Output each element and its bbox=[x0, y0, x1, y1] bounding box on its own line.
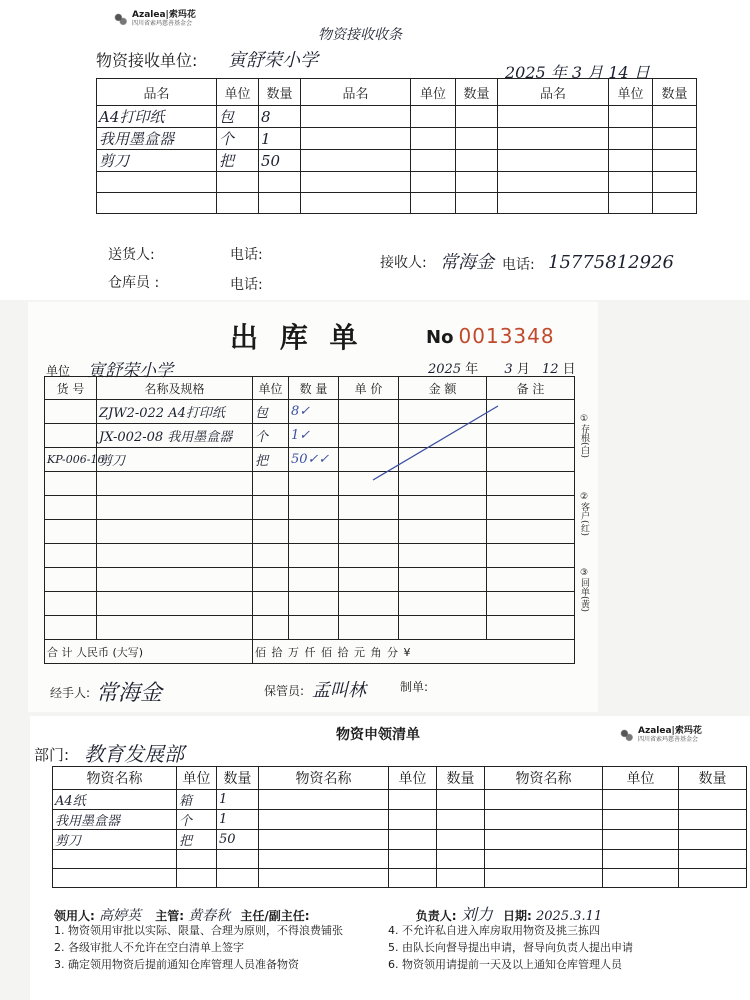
col-header: 数量 bbox=[259, 79, 301, 106]
col-header: 金 额 bbox=[399, 377, 487, 400]
col-header: 名称及规格 bbox=[97, 377, 253, 400]
serial-label: No bbox=[426, 327, 454, 348]
item-name-spec: ZJW2-022 A4打印纸 bbox=[97, 400, 253, 424]
item-unit: 个 bbox=[217, 128, 259, 150]
date-year-label: 年 bbox=[465, 362, 479, 377]
item-code bbox=[45, 400, 97, 424]
date-day-label: 日 bbox=[562, 362, 576, 377]
note-item: 4. 不允许私自进入库房取用物资及挑三拣四 bbox=[388, 924, 600, 937]
table-row bbox=[97, 193, 697, 214]
copy-yellow-label: ③回单(黄) bbox=[579, 568, 589, 613]
azalea-flower-icon bbox=[618, 727, 634, 743]
handler-label: 经手人: bbox=[50, 686, 91, 700]
receiver-signature: 常海金 bbox=[440, 252, 494, 273]
requisition-table bbox=[52, 766, 747, 888]
receiver-signature: 高婷英 bbox=[99, 908, 141, 924]
item-unit: 包 bbox=[253, 400, 289, 424]
director-label: 主任/副主任: bbox=[240, 909, 310, 923]
table-row bbox=[97, 172, 697, 193]
total-units: 佰 拾 万 仟 佰 拾 元 角 分 ¥ bbox=[253, 640, 575, 664]
dept-value: 教育发展部 bbox=[84, 742, 184, 766]
outbound-title: 出 库 单 bbox=[230, 321, 364, 354]
receipt-title: 物资接收收条 bbox=[318, 27, 402, 43]
col-header: 品名 bbox=[97, 79, 217, 106]
requisition-title: 物资申领清单 bbox=[336, 727, 420, 743]
logo-subtitle: 四川省索玛慈善基金会 bbox=[132, 20, 193, 27]
col-header: 单位 bbox=[217, 79, 259, 106]
table-row bbox=[97, 128, 697, 150]
col-header: 数量 bbox=[679, 767, 747, 790]
item-name: A4打印纸 bbox=[97, 106, 217, 128]
outbound-header-row bbox=[45, 377, 575, 400]
copy-white-label: ①存根(白) bbox=[579, 414, 589, 459]
item-name: 我用墨盒器 bbox=[53, 810, 177, 830]
date-year: 2025 bbox=[428, 362, 462, 377]
keeper-label: 保管员: bbox=[264, 684, 305, 698]
note-item: 2. 各级审批人不允许在空白清单上签字 bbox=[54, 941, 244, 954]
col-header: 品名 bbox=[301, 79, 411, 106]
col-header: 单 价 bbox=[339, 377, 399, 400]
item-name: 剪刀 bbox=[53, 830, 177, 850]
item-qty: 50 bbox=[259, 150, 301, 172]
col-header: 单位 bbox=[603, 767, 679, 790]
sender-phone-label: 电话: bbox=[230, 247, 263, 263]
item-qty: 1✓ bbox=[289, 424, 339, 448]
col-header: 货 号 bbox=[45, 377, 97, 400]
col-header: 备 注 bbox=[487, 377, 575, 400]
outbound-unit-label: 单位 bbox=[46, 364, 71, 378]
table-row bbox=[45, 496, 575, 520]
item-qty: 1 bbox=[217, 810, 259, 830]
azalea-flower-icon bbox=[112, 11, 128, 27]
note-item: 3. 确定领用物资后提前通知仓库管理人员准备物资 bbox=[54, 958, 299, 971]
logo-name: Azalea|索玛花 bbox=[132, 10, 196, 20]
date-value: 2025.3.11 bbox=[535, 909, 603, 924]
col-header: 品名 bbox=[498, 79, 609, 106]
owner-signature: 刘力 bbox=[460, 905, 493, 924]
outbound-unit-value: 寅舒荣小学 bbox=[88, 361, 173, 381]
col-header: 单位 bbox=[609, 79, 653, 106]
note-item: 5. 由队长向督导提出申请，督导向负责人提出申请 bbox=[388, 941, 633, 954]
table-row bbox=[53, 869, 747, 888]
total-row bbox=[45, 640, 575, 664]
tick-strokes bbox=[368, 402, 508, 482]
item-unit: 包 bbox=[217, 106, 259, 128]
receiver-phone-label: 电话: bbox=[502, 257, 535, 273]
supervisor-signature: 黄春秋 bbox=[188, 908, 231, 924]
table-row bbox=[45, 520, 575, 544]
requisition-header-row bbox=[53, 767, 747, 790]
dept-label: 部门: bbox=[34, 746, 70, 764]
table-row bbox=[53, 830, 747, 850]
receipt-logo bbox=[112, 10, 196, 27]
date-label: 日期: bbox=[502, 909, 532, 923]
notes-left bbox=[54, 922, 343, 973]
item-unit: 箱 bbox=[177, 790, 217, 810]
outbound-sheet bbox=[28, 302, 598, 712]
date-month: 3 bbox=[504, 362, 513, 377]
item-name: A4纸 bbox=[53, 790, 177, 810]
owner-label: 负责人: bbox=[415, 909, 457, 923]
warehouse-label: 仓库员 : bbox=[108, 275, 160, 291]
col-header: 物资名称 bbox=[485, 767, 603, 790]
receipt-sheet bbox=[0, 0, 750, 300]
note-item: 1. 物资领用审批以实际、限量、合理为原则，不得浪费铺张 bbox=[54, 924, 343, 937]
item-qty: 8✓ bbox=[289, 400, 339, 424]
item-name-spec: JX-002-08 我用墨盒器 bbox=[97, 424, 253, 448]
receiver-label: 领用人: bbox=[54, 909, 95, 923]
serial-value: 0013348 bbox=[458, 324, 555, 348]
logo-name: Azalea|索玛花 bbox=[638, 726, 702, 736]
item-qty: 1 bbox=[259, 128, 301, 150]
receipt-unit-label: 物资接收单位: bbox=[96, 51, 198, 70]
table-row bbox=[53, 790, 747, 810]
col-header: 单位 bbox=[177, 767, 217, 790]
receipt-table bbox=[96, 78, 697, 214]
serial-number bbox=[426, 324, 555, 348]
item-name-spec: 剪刀 bbox=[97, 448, 253, 472]
item-unit: 个 bbox=[177, 810, 217, 830]
table-row bbox=[45, 544, 575, 568]
keeper-signature: 孟叫林 bbox=[312, 680, 366, 701]
receiver-label: 接收人: bbox=[380, 255, 427, 271]
date-month-label: 月 bbox=[516, 362, 530, 377]
requisition-sheet bbox=[30, 716, 750, 1000]
col-header: 物资名称 bbox=[259, 767, 389, 790]
table-row bbox=[97, 106, 697, 128]
copy-red-label: ②客户(红) bbox=[579, 492, 589, 537]
col-header: 单位 bbox=[389, 767, 437, 790]
table-row bbox=[45, 568, 575, 592]
item-unit: 把 bbox=[253, 448, 289, 472]
item-unit: 把 bbox=[177, 830, 217, 850]
logo-subtitle: 四川省索玛慈善基金会 bbox=[638, 736, 699, 743]
table-row bbox=[53, 810, 747, 830]
item-unit: 把 bbox=[217, 150, 259, 172]
outbound-date bbox=[428, 358, 576, 377]
receipt-unit-value: 寅舒荣小学 bbox=[228, 50, 318, 71]
sender-label: 送货人: bbox=[108, 247, 155, 263]
item-code: KP-006-16 bbox=[45, 448, 97, 472]
col-header: 数 量 bbox=[289, 377, 339, 400]
receipt-date: 2025 年 3 月 14 日 bbox=[505, 63, 650, 82]
table-row bbox=[97, 150, 697, 172]
col-header: 物资名称 bbox=[53, 767, 177, 790]
maker-label: 制单: bbox=[400, 680, 429, 694]
item-name: 剪刀 bbox=[97, 150, 217, 172]
table-row bbox=[45, 592, 575, 616]
col-header: 单位 bbox=[253, 377, 289, 400]
item-unit: 个 bbox=[253, 424, 289, 448]
col-header: 数量 bbox=[217, 767, 259, 790]
table-row bbox=[53, 850, 747, 869]
warehouse-phone-label: 电话: bbox=[230, 277, 263, 293]
item-qty: 1 bbox=[217, 790, 259, 810]
requisition-logo bbox=[618, 726, 702, 743]
col-header: 单位 bbox=[411, 79, 456, 106]
item-name: 我用墨盒器 bbox=[97, 128, 217, 150]
receipt-header-row bbox=[97, 79, 697, 106]
notes-right bbox=[388, 922, 633, 973]
handler-signature: 常海金 bbox=[96, 681, 163, 706]
note-item: 6. 物资领用请提前一天及以上通知仓库管理人员 bbox=[388, 958, 622, 971]
total-label: 合 计 人民币 (大写) bbox=[45, 640, 253, 664]
item-code bbox=[45, 424, 97, 448]
receiver-phone: 15775812926 bbox=[548, 252, 674, 273]
col-header: 数量 bbox=[653, 79, 697, 106]
col-header: 数量 bbox=[437, 767, 485, 790]
item-qty: 50 bbox=[217, 830, 259, 850]
date-day: 12 bbox=[541, 362, 559, 377]
item-qty: 50✓✓ bbox=[289, 448, 339, 472]
item-qty: 8 bbox=[259, 106, 301, 128]
supervisor-label: 主管: bbox=[155, 909, 184, 923]
col-header: 数量 bbox=[456, 79, 498, 106]
table-row bbox=[45, 616, 575, 640]
